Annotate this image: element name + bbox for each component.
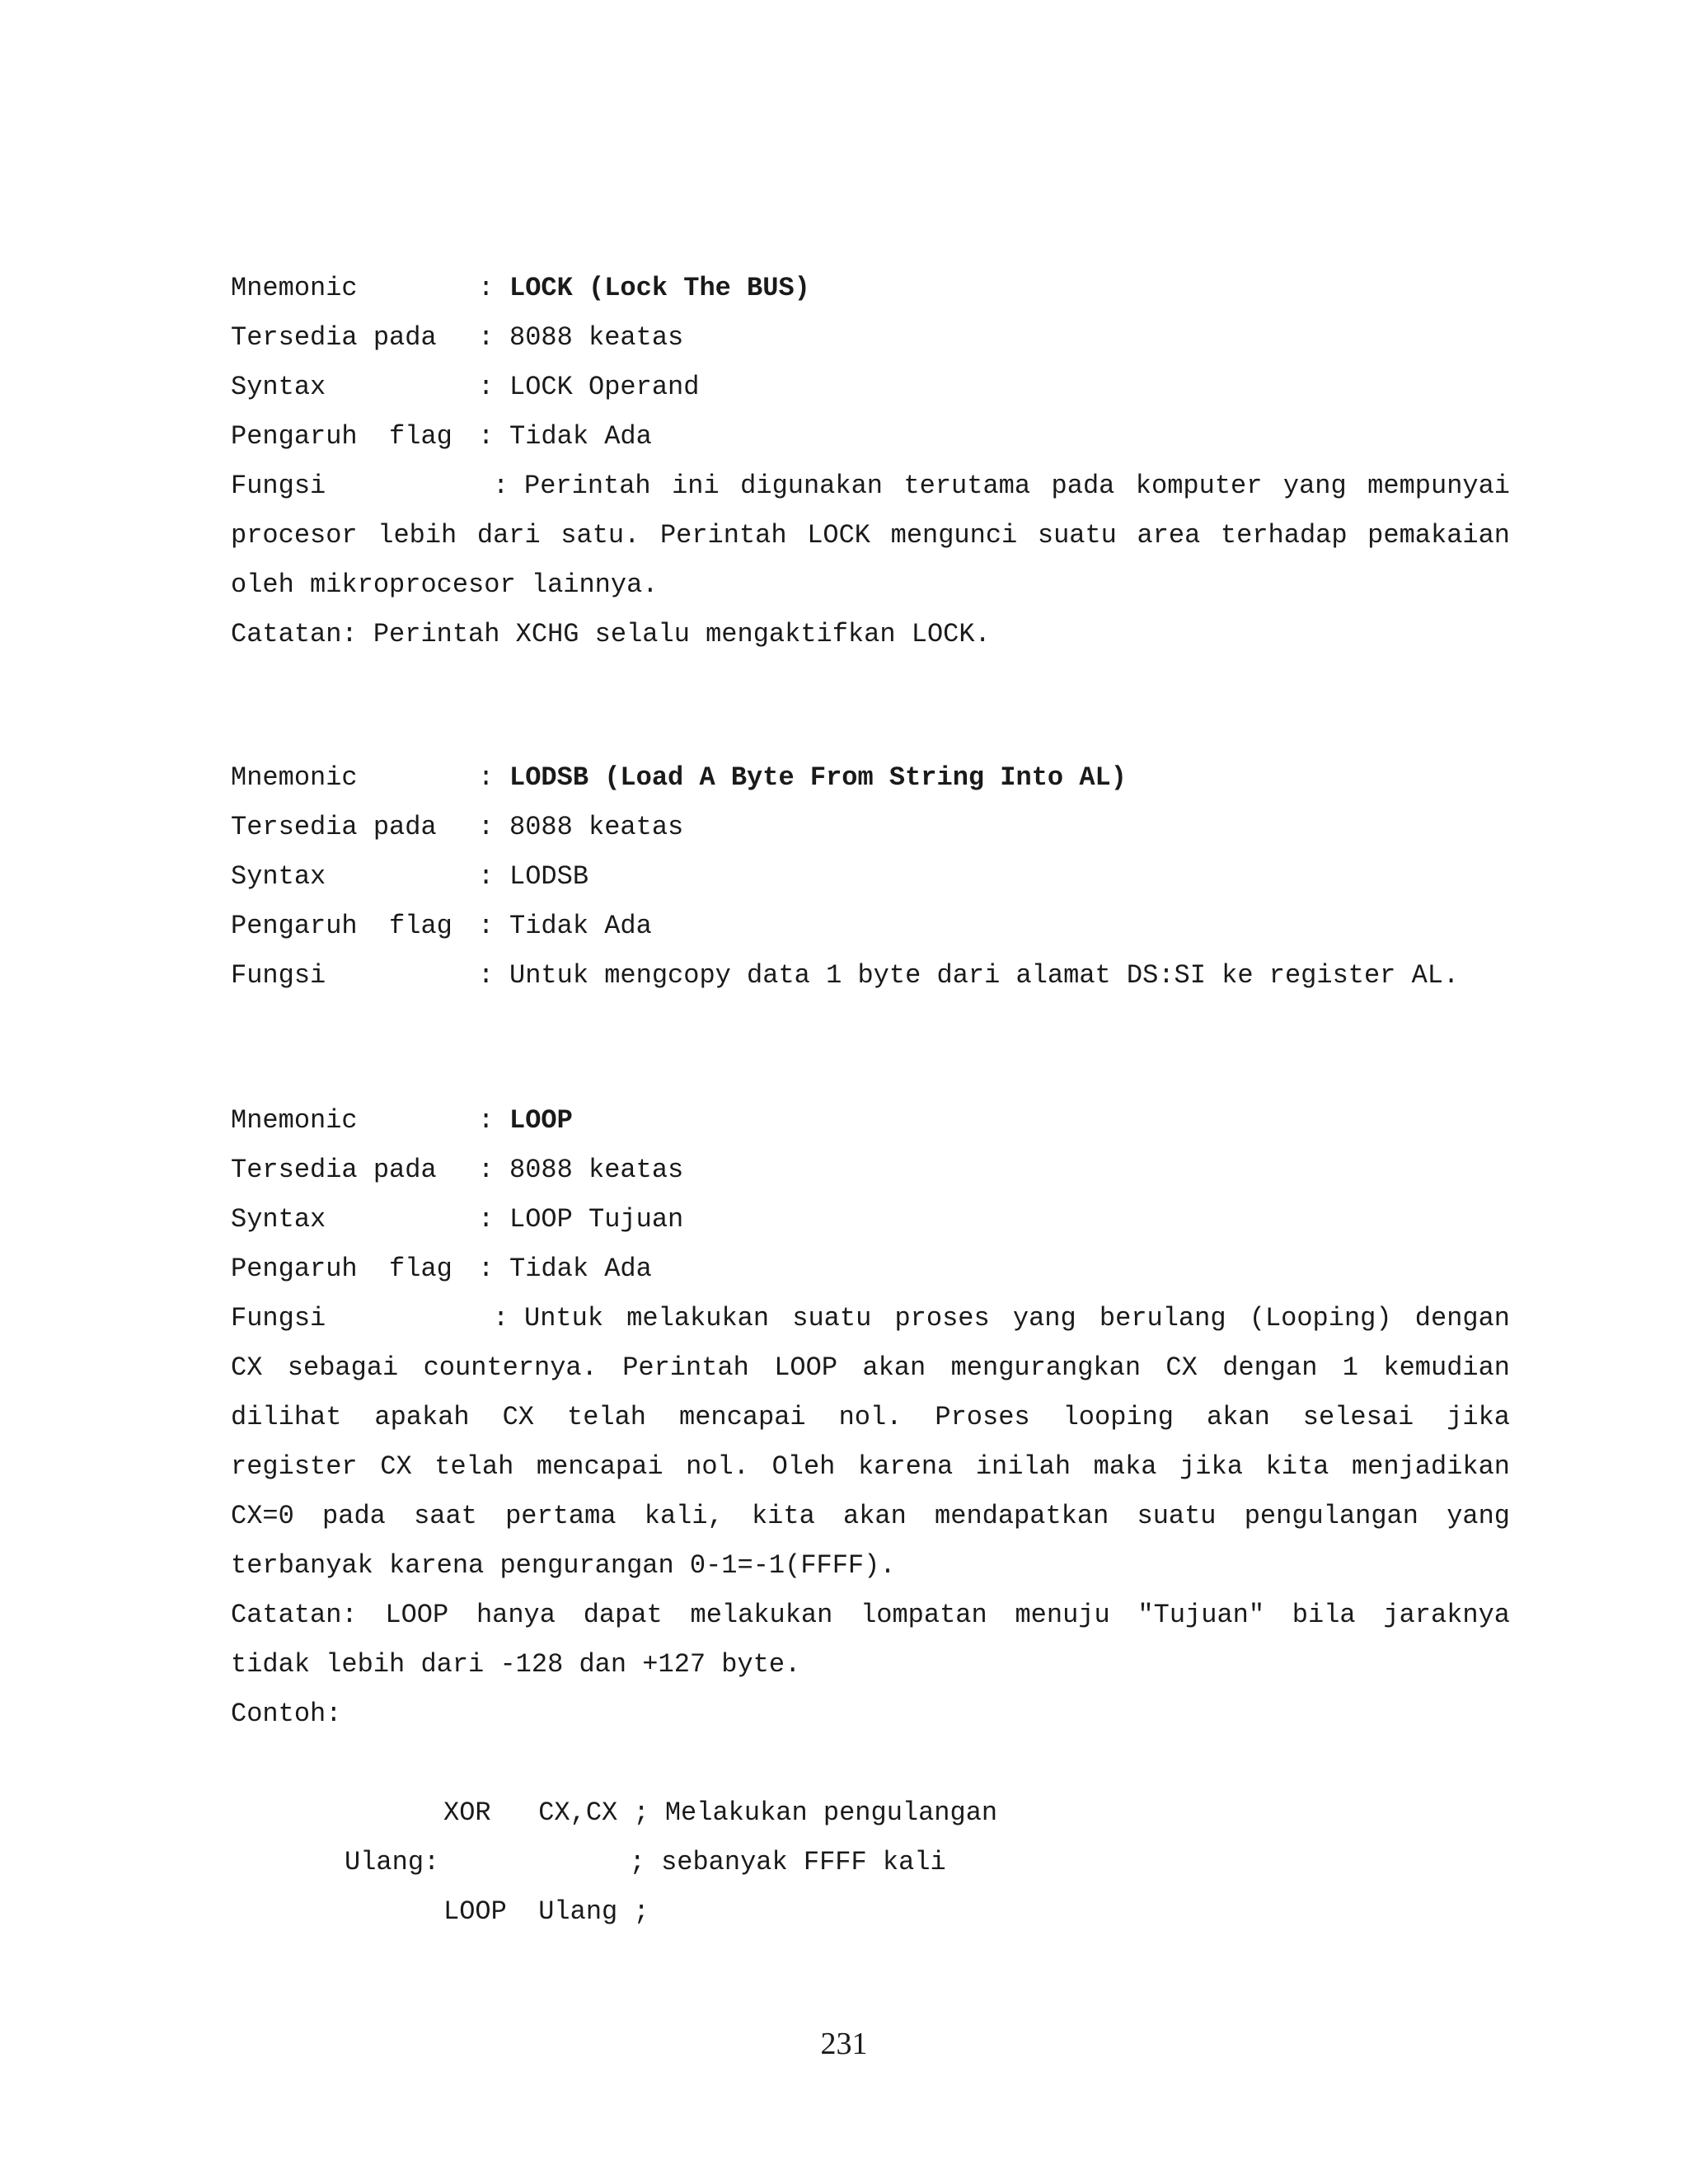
colon: : (493, 1303, 509, 1333)
fungsi-text-line: Perintah ini digunakan terutama pada komputer yang mempunyai (524, 471, 1510, 501)
entry-loop (231, 1096, 1510, 1937)
mnemonic-row (231, 1096, 1510, 1146)
fungsi-text-line: dilihat apakah CX telah mencapai nol. Proses looping akan selesai jika (231, 1402, 1510, 1432)
flag-label: Pengaruh flag (231, 911, 452, 941)
tersedia-row (231, 1146, 1510, 1195)
colon: : (478, 1254, 495, 1284)
syntax-label: Syntax (231, 1204, 326, 1235)
flag-value: Tidak Ada (509, 421, 652, 452)
syntax-value: LOCK Operand (509, 372, 700, 402)
flag-label: Pengaruh flag (231, 1254, 452, 1284)
flag-value: Tidak Ada (509, 1254, 652, 1284)
syntax-row (231, 852, 1510, 902)
fungsi-text-line: terbanyak karena pengurangan 0-1=-1(FFFF). (231, 1550, 896, 1581)
code-text: LOOP Ulang ; (443, 1896, 649, 1927)
syntax-value: LOOP Tujuan (509, 1204, 684, 1235)
fungsi-value: Untuk mengcopy data 1 byte dari alamat DS:SI ke register AL. (509, 960, 1460, 991)
catatan-line: Catatan: LOOP hanya dapat melakukan lompatan menuju "Tujuan" bila jaraknya (231, 1600, 1510, 1630)
catatan-line: Catatan: Perintah XCHG selalu mengaktifkan LOCK. (231, 619, 991, 649)
fungsi-text-line: CX sebagai counternya. Perintah LOOP akan mengurangkan CX dengan 1 kemudian (231, 1352, 1510, 1383)
tersedia-row (231, 803, 1510, 852)
fungsi-text-line: oleh mikroprocesor lainnya. (231, 569, 659, 600)
tersedia-label: Tersedia pada (231, 322, 437, 353)
tersedia-value: 8088 keatas (509, 322, 684, 353)
tersedia-value: 8088 keatas (509, 1155, 684, 1185)
fungsi-text-line: Untuk melakukan suatu proses yang berulang (Looping) dengan (524, 1303, 1510, 1333)
code-line (231, 1838, 1510, 1887)
mnemonic-row (231, 264, 1510, 313)
flag-row (231, 412, 1510, 462)
tersedia-label: Tersedia pada (231, 1155, 437, 1185)
fungsi-text-line: CX=0 pada saat pertama kali, kita akan mendapatkan suatu pengulangan yang (231, 1501, 1510, 1531)
syntax-row (231, 363, 1510, 412)
tersedia-row (231, 313, 1510, 363)
colon: : (478, 960, 495, 991)
mnemonic-row (231, 753, 1510, 803)
code-text: XOR CX,CX ; Melakukan pengulangan (443, 1797, 998, 1828)
page-number: 231 (820, 2027, 868, 2061)
entry-lock (231, 264, 1510, 659)
flag-value: Tidak Ada (509, 911, 652, 941)
mnemonic-label: Mnemonic (231, 1105, 358, 1136)
entry-lodsb (231, 753, 1510, 1001)
flag-row (231, 1244, 1510, 1294)
flag-row (231, 902, 1510, 951)
fungsi-label: Fungsi (231, 471, 326, 501)
syntax-row (231, 1195, 1510, 1244)
colon: : (478, 762, 495, 793)
flag-label: Pengaruh flag (231, 421, 452, 452)
syntax-label: Syntax (231, 861, 326, 892)
tersedia-label: Tersedia pada (231, 812, 437, 842)
tersedia-value: 8088 keatas (509, 812, 684, 842)
fungsi-row (231, 951, 1510, 1001)
colon: : (478, 1105, 495, 1136)
colon: : (478, 1204, 495, 1235)
syntax-value: LODSB (509, 861, 589, 892)
colon: : (478, 861, 495, 892)
colon: : (478, 372, 495, 402)
fungsi-text-line: register CX telah mencapai nol. Oleh karena inilah maka jika kita menjadikan (231, 1451, 1510, 1482)
fungsi-row (231, 462, 1510, 511)
fungsi-text-line: procesor lebih dari satu. Perintah LOCK mengunci suatu area terhadap pemakaian (231, 520, 1510, 551)
colon: : (493, 471, 509, 501)
mnemonic-value: LOOP (509, 1105, 573, 1136)
colon: : (478, 322, 495, 353)
colon: : (478, 421, 495, 452)
fungsi-label: Fungsi (231, 960, 326, 991)
catatan-line: tidak lebih dari -128 dan +127 byte. (231, 1649, 801, 1680)
blank-line (231, 1739, 1510, 1788)
contoh-label: Contoh: (231, 1699, 342, 1729)
mnemonic-value: LODSB (Load A Byte From String Into AL) (509, 762, 1127, 793)
colon: : (478, 911, 495, 941)
code-line (231, 1788, 1510, 1838)
mnemonic-value: LOCK (Lock The BUS) (509, 273, 810, 303)
mnemonic-label: Mnemonic (231, 273, 358, 303)
fungsi-label: Fungsi (231, 1303, 326, 1333)
mnemonic-label: Mnemonic (231, 762, 358, 793)
colon: : (478, 273, 495, 303)
fungsi-row (231, 1294, 1510, 1343)
colon: : (478, 1155, 495, 1185)
colon: : (478, 812, 495, 842)
code-text: Ulang: ; sebanyak FFFF kali (345, 1847, 946, 1877)
code-line (231, 1887, 1510, 1937)
syntax-label: Syntax (231, 372, 326, 402)
